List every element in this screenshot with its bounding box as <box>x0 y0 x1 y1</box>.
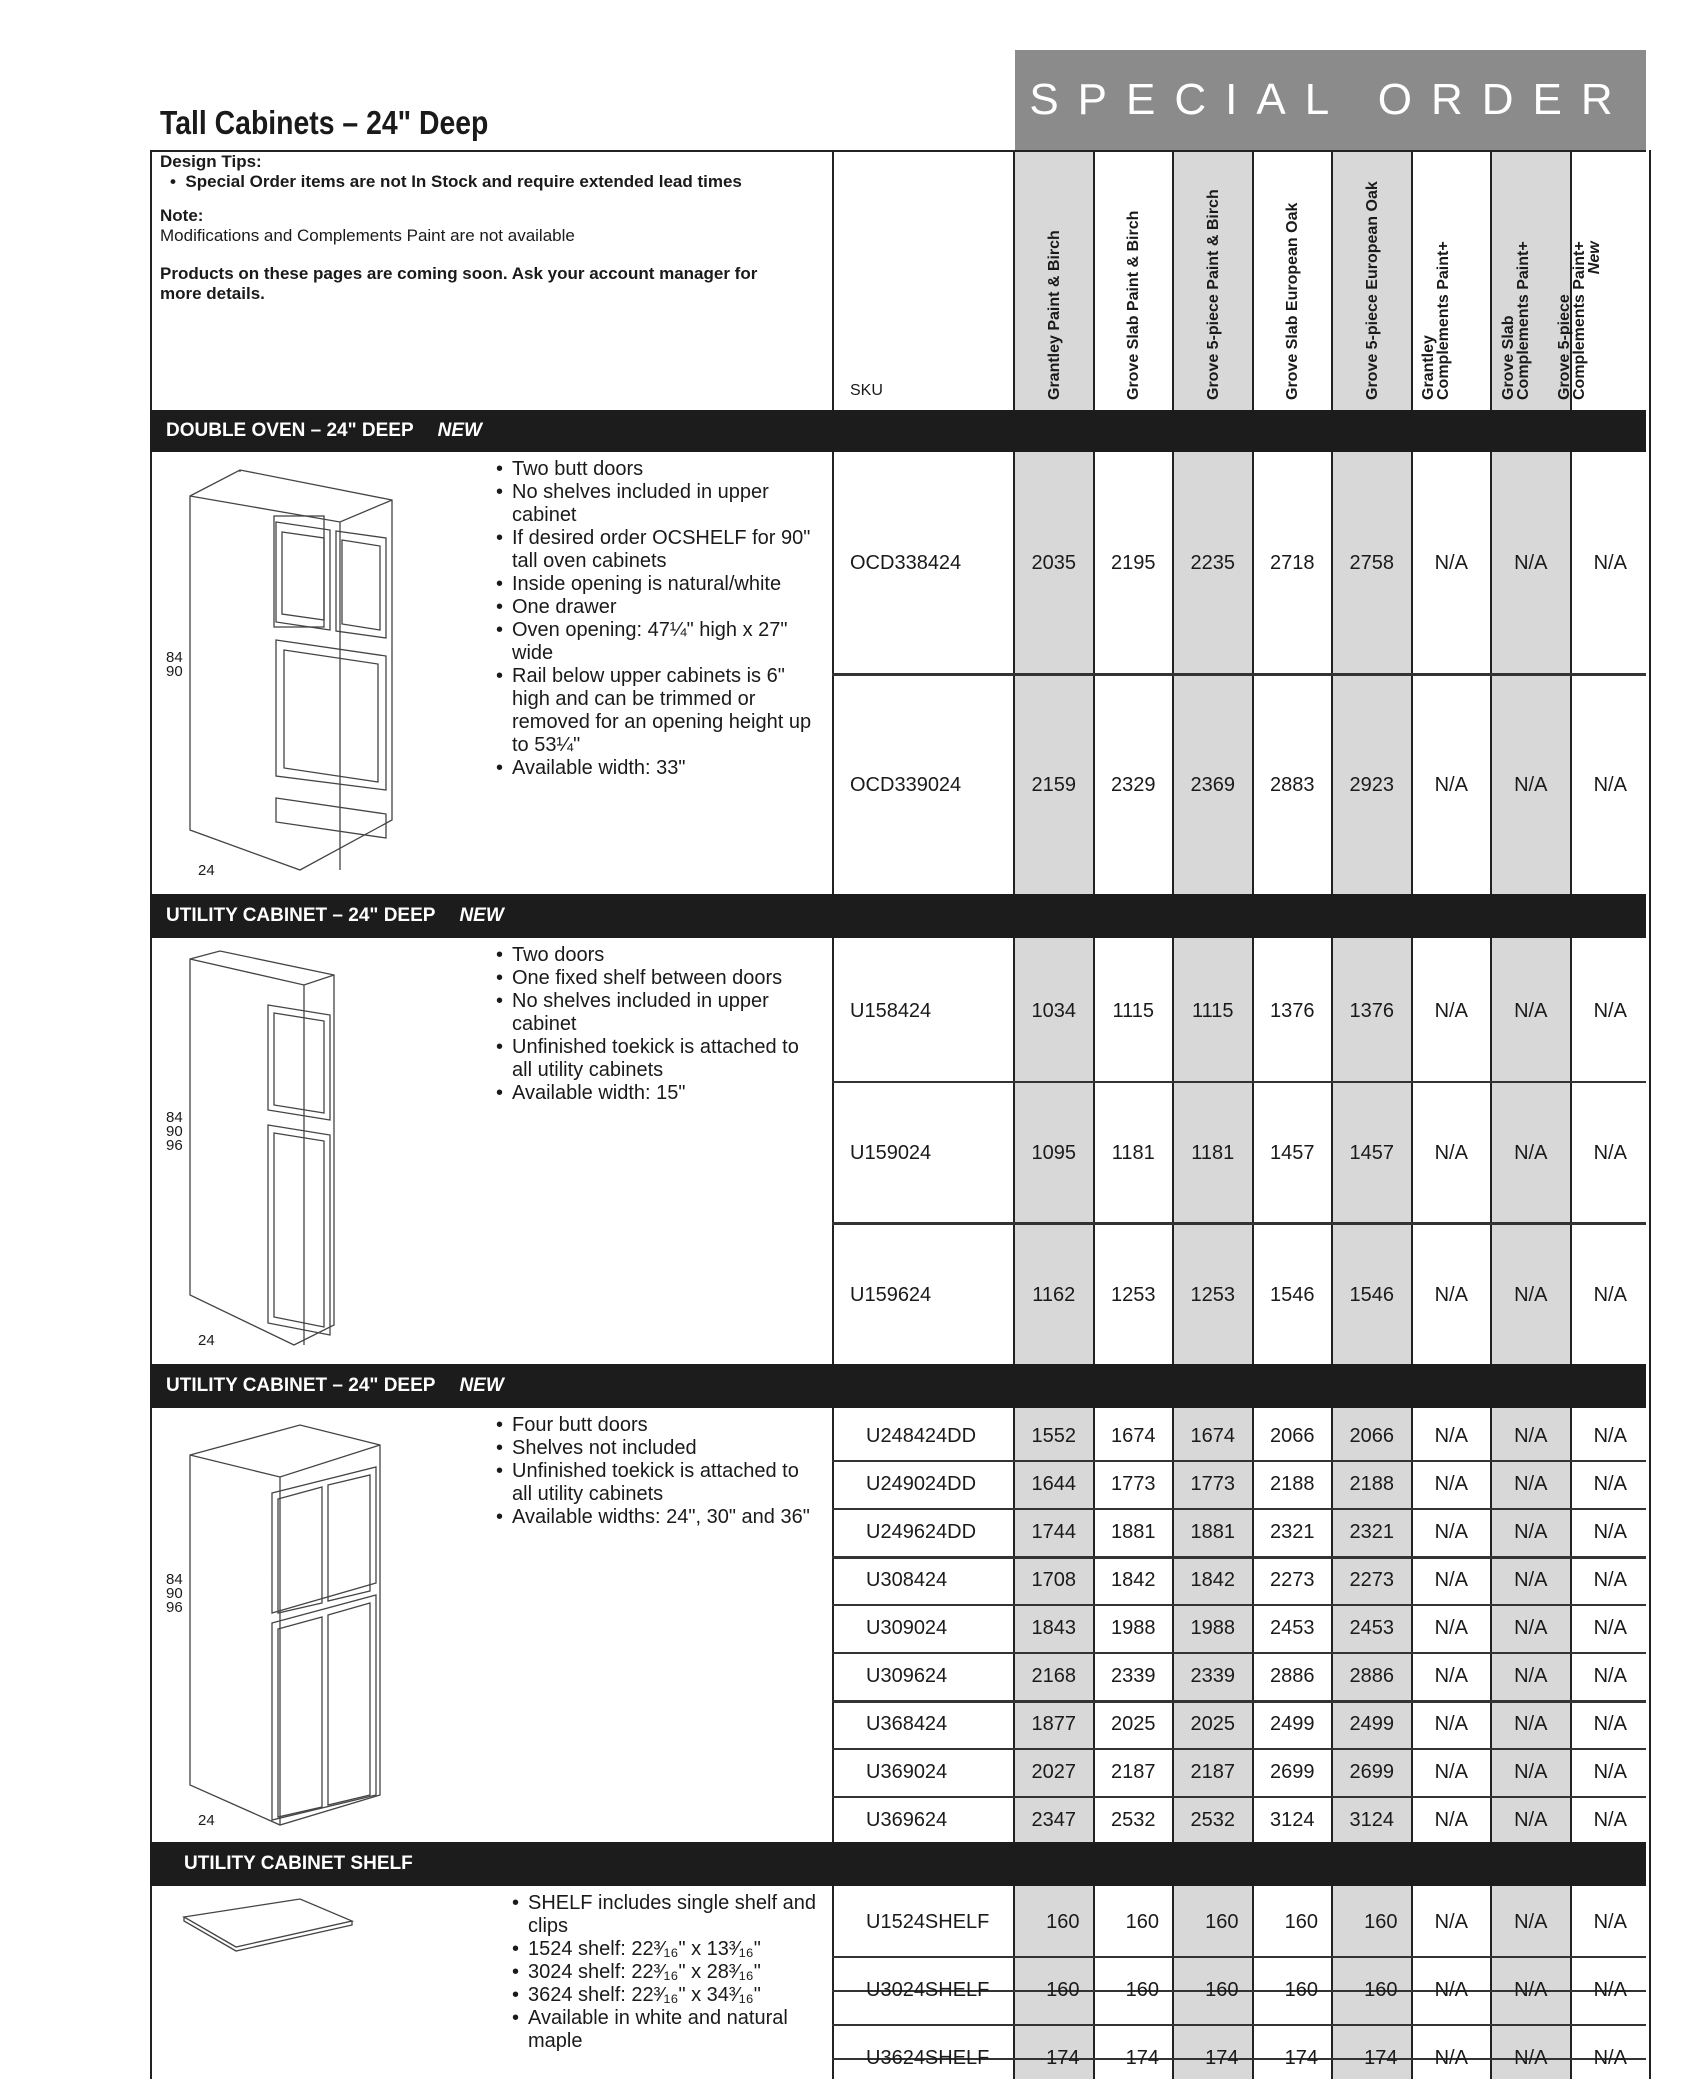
price-cell: N/A <box>1593 1283 1627 1306</box>
column-header <box>1253 150 1333 410</box>
price-cell: 2886 <box>1270 1664 1315 1687</box>
price-cell: 2499 <box>1270 1712 1315 1735</box>
price-cell: 1095 <box>1031 1141 1076 1164</box>
column-header-line: Grove 5-piece Paint & Birch <box>1204 189 1222 400</box>
price-cell: 2532 <box>1190 1808 1235 1831</box>
feature-item: • If desired order OCSHELF for 90" tall oven cabinets <box>496 527 816 573</box>
price-cell: N/A <box>1514 1978 1548 2001</box>
price-cell: N/A <box>1434 2046 1468 2069</box>
sku-cell: OCD339024 <box>850 773 962 796</box>
price-cell: N/A <box>1434 1760 1468 1783</box>
price-cell: N/A <box>1514 1520 1548 1543</box>
column-header <box>1332 150 1412 410</box>
column-header-line: Complements Paint+ <box>1435 241 1453 400</box>
price-cell: 2025 <box>1111 1712 1156 1735</box>
row-divider <box>832 1222 1646 1224</box>
price-cell: N/A <box>1593 1520 1627 1543</box>
price-cell: 1034 <box>1031 999 1076 1022</box>
price-cell: 2718 <box>1270 551 1315 574</box>
price-cell: 1457 <box>1349 1141 1394 1164</box>
price-cell: 174 <box>1205 2046 1239 2069</box>
price-cell: 174 <box>1364 2046 1398 2069</box>
page-title: Tall Cabinets – 24" Deep <box>160 104 489 141</box>
column-header-text <box>1421 241 1451 400</box>
price-cell: N/A <box>1514 999 1548 1022</box>
price-cell: N/A <box>1593 1712 1627 1735</box>
price-cell: 2195 <box>1111 551 1156 574</box>
price-cell: 1115 <box>1112 999 1155 1022</box>
feature-item: • 3024 shelf: 22³⁄₁₆" x 28³⁄₁₆" <box>512 1961 832 1984</box>
price-cell: 2187 <box>1111 1760 1156 1783</box>
feature-item: • Available in white and natural maple <box>512 2007 832 2053</box>
row-divider <box>832 2024 1646 2026</box>
sku-cell: U3624SHELF <box>866 2046 990 2069</box>
price-cell: 2159 <box>1031 773 1076 796</box>
special-order-banner: SPECIAL ORDER <box>1015 50 1646 150</box>
sku-cell: OCD338424 <box>850 551 962 574</box>
feature-item: • Two doors <box>496 944 816 967</box>
row-divider <box>832 1508 1646 1510</box>
sku-cell: U308424 <box>866 1568 948 1591</box>
note-text: Modifications and Complements Paint are not available <box>160 226 575 245</box>
price-cell: N/A <box>1434 1978 1468 2001</box>
price-cell: N/A <box>1593 1424 1627 1447</box>
price-cell: 1674 <box>1190 1424 1235 1447</box>
price-cell: 3124 <box>1270 1808 1315 1831</box>
section-title: UTILITY CABINET – 24" DEEP <box>166 905 436 926</box>
feature-list <box>496 458 816 780</box>
price-cell: N/A <box>1514 1808 1548 1831</box>
price-cell: 2187 <box>1190 1760 1235 1783</box>
price-cell: 2923 <box>1349 773 1394 796</box>
price-cell: N/A <box>1434 1141 1468 1164</box>
row-divider <box>832 1700 1646 1703</box>
price-cell: 2188 <box>1270 1472 1315 1495</box>
sku-cell: U3024SHELF <box>866 1978 990 2001</box>
price-cell: 1988 <box>1190 1616 1235 1639</box>
feature-item: • Available widths: 24", 30" and 36" <box>496 1506 816 1529</box>
row-divider <box>832 1556 1646 1559</box>
price-cell: N/A <box>1434 1472 1468 1495</box>
section-title: UTILITY CABINET – 24" DEEP <box>166 1375 436 1396</box>
sku-cell: U249624DD <box>866 1520 977 1543</box>
price-cell: 1773 <box>1111 1472 1156 1495</box>
price-cell: 2886 <box>1349 1664 1394 1687</box>
price-cell: 3124 <box>1349 1808 1394 1831</box>
price-cell: 2066 <box>1349 1424 1394 1447</box>
column-header-line: New <box>1586 241 1604 275</box>
price-cell: 2499 <box>1349 1712 1394 1735</box>
price-cell: 2035 <box>1031 551 1076 574</box>
price-cell: 1253 <box>1190 1283 1235 1306</box>
price-cell: 2235 <box>1190 551 1235 574</box>
price-cell: 2168 <box>1031 1664 1076 1687</box>
height-dim: 84 <box>166 1109 183 1126</box>
sku-cell: U309024 <box>866 1616 948 1639</box>
price-cell: 1843 <box>1031 1616 1076 1639</box>
price-cell: 2758 <box>1349 551 1394 574</box>
column-header-line: Grantley <box>1420 335 1438 400</box>
feature-item: • Four butt doors <box>496 1414 816 1437</box>
design-tip: • Special Order items are not In Stock and require extended lead times <box>170 172 742 191</box>
price-cell: N/A <box>1434 551 1468 574</box>
price-cell: N/A <box>1593 1616 1627 1639</box>
note-label: Note: <box>160 206 204 225</box>
feature-item: • Rail below upper cabinets is 6" high and can be trimmed or removed for an opening height up to 53¼" <box>496 665 816 757</box>
price-cell: 2347 <box>1031 1808 1076 1831</box>
price-cell: 1181 <box>1111 1141 1155 1164</box>
utility-cabinet-illustration <box>180 945 350 1365</box>
price-cell: 1376 <box>1349 999 1394 1022</box>
feature-item: • Unfinished toekick is attached to all utility cabinets <box>496 1460 816 1506</box>
price-cell: 1546 <box>1270 1283 1315 1306</box>
price-cell: N/A <box>1514 1712 1548 1735</box>
column-header-text <box>1365 181 1380 400</box>
price-cell: 1376 <box>1270 999 1315 1022</box>
column-header-line: Grantley Paint & Birch <box>1045 230 1063 400</box>
height-dim: 84 <box>166 1571 183 1588</box>
feature-item: • Inside opening is natural/white <box>496 573 816 596</box>
column-header-line: Grove Slab Paint & Birch <box>1125 210 1143 400</box>
price-cell: 1457 <box>1270 1141 1315 1164</box>
new-badge: NEW <box>437 420 482 441</box>
price-cell: 1644 <box>1031 1472 1076 1495</box>
price-cell: N/A <box>1514 551 1548 574</box>
new-badge: NEW <box>459 1375 504 1396</box>
price-cell: 2453 <box>1349 1616 1394 1639</box>
price-cell: N/A <box>1593 1472 1627 1495</box>
column-header <box>1094 150 1174 410</box>
section-header <box>150 1842 1646 1886</box>
price-cell: N/A <box>1434 1910 1468 1933</box>
feature-item: • 1524 shelf: 22³⁄₁₆" x 13³⁄₁₆" <box>512 1938 832 1961</box>
price-cell: 1115 <box>1191 999 1234 1022</box>
column-header <box>1014 150 1094 410</box>
price-cell: 1552 <box>1031 1424 1076 1447</box>
price-cell: 160 <box>1046 1910 1080 1933</box>
price-cell: 2369 <box>1190 773 1235 796</box>
column-header-line: Grove 5-piece <box>1556 294 1574 400</box>
sku-cell: U1524SHELF <box>866 1910 990 1933</box>
row-divider <box>832 1081 1646 1083</box>
feature-item: • Unfinished toekick is attached to all utility cabinets <box>496 1036 816 1082</box>
price-cell: 160 <box>1205 1910 1239 1933</box>
height-dim: 90 <box>166 1585 183 1602</box>
price-cell: 160 <box>1284 1910 1318 1933</box>
row-divider <box>832 673 1646 675</box>
feature-item: • Oven opening: 47¼" high x 27" wide <box>496 619 816 665</box>
column-header-line: Grove 5-piece European Oak <box>1363 181 1381 400</box>
price-cell: N/A <box>1593 1664 1627 1687</box>
price-cell: 160 <box>1205 1978 1239 2001</box>
price-cell: N/A <box>1593 1568 1627 1591</box>
price-cell: 1988 <box>1111 1616 1156 1639</box>
row-divider <box>832 1604 1646 1606</box>
price-cell: 2273 <box>1349 1568 1394 1591</box>
depth-dim: 24 <box>198 1812 215 1829</box>
price-cell: N/A <box>1434 1712 1468 1735</box>
sku-cell: U369024 <box>866 1760 948 1783</box>
column-header-text <box>1285 203 1300 400</box>
price-cell: 2188 <box>1349 1472 1394 1495</box>
price-cell: N/A <box>1593 1141 1627 1164</box>
price-cell: 2027 <box>1031 1760 1076 1783</box>
column-header <box>1412 150 1492 410</box>
price-cell: 160 <box>1046 1978 1080 2001</box>
price-cell: 2883 <box>1270 773 1315 796</box>
price-cell: 2699 <box>1349 1760 1394 1783</box>
height-dim: 90 <box>166 663 183 680</box>
price-cell: 2329 <box>1111 773 1156 796</box>
column-header-text <box>1047 230 1062 400</box>
price-cell: N/A <box>1593 773 1627 796</box>
price-cell: N/A <box>1593 1808 1627 1831</box>
sku-cell: U159624 <box>850 1283 932 1306</box>
feature-item: • Available width: 15" <box>496 1082 816 1105</box>
feature-item: • One drawer <box>496 596 816 619</box>
price-cell: N/A <box>1593 999 1627 1022</box>
row-divider <box>832 1796 1646 1798</box>
price-cell: 1181 <box>1191 1141 1235 1164</box>
price-cell: N/A <box>1593 2046 1627 2069</box>
height-dim: 84 <box>166 649 183 666</box>
price-cell: N/A <box>1434 1520 1468 1543</box>
price-cell: N/A <box>1434 773 1468 796</box>
price-cell: 174 <box>1046 2046 1080 2069</box>
sku-header: SKU <box>850 382 883 399</box>
coming-soon-text: Products on these pages are coming soon. Ask your account manager for more details. <box>160 264 758 303</box>
feature-item: • No shelves included in upper cabinet <box>496 990 816 1036</box>
price-cell: N/A <box>1514 1568 1548 1591</box>
price-cell: 1842 <box>1190 1568 1235 1591</box>
section-header <box>150 1364 1646 1408</box>
feature-item: • SHELF includes single shelf and clips <box>512 1892 832 1938</box>
sku-cell: U369624 <box>866 1808 948 1831</box>
price-cell: 1546 <box>1349 1283 1394 1306</box>
price-cell: 2066 <box>1270 1424 1315 1447</box>
feature-list <box>496 944 816 1105</box>
sku-cell: U159024 <box>850 1141 932 1164</box>
design-tips-label: Design Tips: <box>160 152 262 171</box>
price-cell: N/A <box>1434 1808 1468 1831</box>
price-cell: N/A <box>1593 1910 1627 1933</box>
rule <box>1649 150 1651 2079</box>
column-header-text <box>1206 189 1221 400</box>
column-header-line: Grove Slab <box>1499 315 1517 400</box>
new-badge: NEW <box>459 905 504 926</box>
price-cell: N/A <box>1514 1616 1548 1639</box>
column-header <box>1556 150 1651 410</box>
price-cell: 2532 <box>1111 1808 1156 1831</box>
price-cell: 2321 <box>1270 1520 1315 1543</box>
price-cell: N/A <box>1514 1141 1548 1164</box>
feature-item: • Shelves not included <box>496 1437 816 1460</box>
section-header <box>150 410 1646 452</box>
section-title: DOUBLE OVEN – 24" DEEP <box>166 420 414 441</box>
depth-dim: 24 <box>198 1332 215 1349</box>
price-cell: 1674 <box>1111 1424 1156 1447</box>
column-header-text <box>1126 211 1141 400</box>
shelf-illustration <box>180 1895 360 1955</box>
wide-utility-cabinet-illustration <box>180 1415 400 1835</box>
feature-item: • No shelves included in upper cabinet <box>496 481 816 527</box>
price-cell: 1708 <box>1031 1568 1076 1591</box>
feature-list <box>496 1414 816 1529</box>
price-cell: 2025 <box>1190 1712 1235 1735</box>
sku-cell: U309624 <box>866 1664 948 1687</box>
section-header <box>150 894 1646 938</box>
feature-list <box>512 1892 832 2053</box>
column-header-line: Complements Paint+ <box>1514 241 1532 400</box>
price-cell: N/A <box>1514 2046 1548 2069</box>
feature-item: • 3624 shelf: 22³⁄₁₆" x 34³⁄₁₆" <box>512 1984 832 2007</box>
price-cell: N/A <box>1593 1760 1627 1783</box>
price-cell: N/A <box>1434 1664 1468 1687</box>
feature-item: • Two butt doors <box>496 458 816 481</box>
column-header-line: Complements Paint+ <box>1571 241 1589 400</box>
depth-dim: 24 <box>198 862 215 879</box>
price-cell: 2453 <box>1270 1616 1315 1639</box>
section-title: UTILITY CABINET SHELF <box>184 1853 413 1874</box>
row-divider <box>832 1652 1646 1654</box>
price-cell: 1744 <box>1031 1520 1076 1543</box>
design-tips-box <box>160 152 820 304</box>
row-divider <box>832 1748 1646 1750</box>
price-cell: N/A <box>1434 1424 1468 1447</box>
price-cell: 160 <box>1364 1978 1398 2001</box>
price-cell: N/A <box>1514 1472 1548 1495</box>
column-header <box>1173 150 1253 410</box>
price-cell: 160 <box>1364 1910 1398 1933</box>
height-dim: 96 <box>166 1599 183 1616</box>
price-cell: 160 <box>1125 1978 1159 2001</box>
price-cell: 1881 <box>1111 1520 1156 1543</box>
price-cell: N/A <box>1514 1424 1548 1447</box>
price-cell: 2273 <box>1270 1568 1315 1591</box>
price-cell: N/A <box>1434 999 1468 1022</box>
height-dim: 90 <box>166 1123 183 1140</box>
feature-item: • Available width: 33" <box>496 757 816 780</box>
price-cell: 2339 <box>1190 1664 1235 1687</box>
oven-cabinet-illustration <box>180 460 410 880</box>
price-cell: 160 <box>1125 1910 1159 1933</box>
sku-cell: U249024DD <box>866 1472 977 1495</box>
price-cell: 1877 <box>1031 1712 1076 1735</box>
sku-cell: U368424 <box>866 1712 948 1735</box>
price-cell: 174 <box>1125 2046 1159 2069</box>
price-cell: 2339 <box>1111 1664 1156 1687</box>
row-divider <box>832 1460 1646 1462</box>
row-divider <box>832 1956 1646 1958</box>
price-cell: 1773 <box>1190 1472 1235 1495</box>
column-header-text <box>1501 241 1531 400</box>
column-header-line: Grove Slab European Oak <box>1284 202 1302 400</box>
price-cell: 160 <box>1284 1978 1318 2001</box>
price-cell: N/A <box>1593 1978 1627 2001</box>
height-dim: 96 <box>166 1137 183 1154</box>
sku-cell: U248424DD <box>866 1424 977 1447</box>
price-cell: N/A <box>1593 551 1627 574</box>
price-cell: N/A <box>1434 1616 1468 1639</box>
price-cell: 1162 <box>1032 1283 1076 1306</box>
price-cell: 1842 <box>1111 1568 1156 1591</box>
price-cell: N/A <box>1434 1568 1468 1591</box>
feature-item: • One fixed shelf between doors <box>496 967 816 990</box>
price-cell: 174 <box>1284 2046 1318 2069</box>
column-header-text <box>1557 241 1602 400</box>
sku-cell: U158424 <box>850 999 932 1022</box>
price-cell: N/A <box>1434 1283 1468 1306</box>
price-cell: N/A <box>1514 1760 1548 1783</box>
price-cell: 1881 <box>1190 1520 1235 1543</box>
price-cell: 2699 <box>1270 1760 1315 1783</box>
price-cell: N/A <box>1514 773 1548 796</box>
price-cell: N/A <box>1514 1283 1548 1306</box>
price-cell: 2321 <box>1349 1520 1394 1543</box>
price-cell: N/A <box>1514 1664 1548 1687</box>
price-cell: N/A <box>1514 1910 1548 1933</box>
price-cell: 1253 <box>1111 1283 1156 1306</box>
